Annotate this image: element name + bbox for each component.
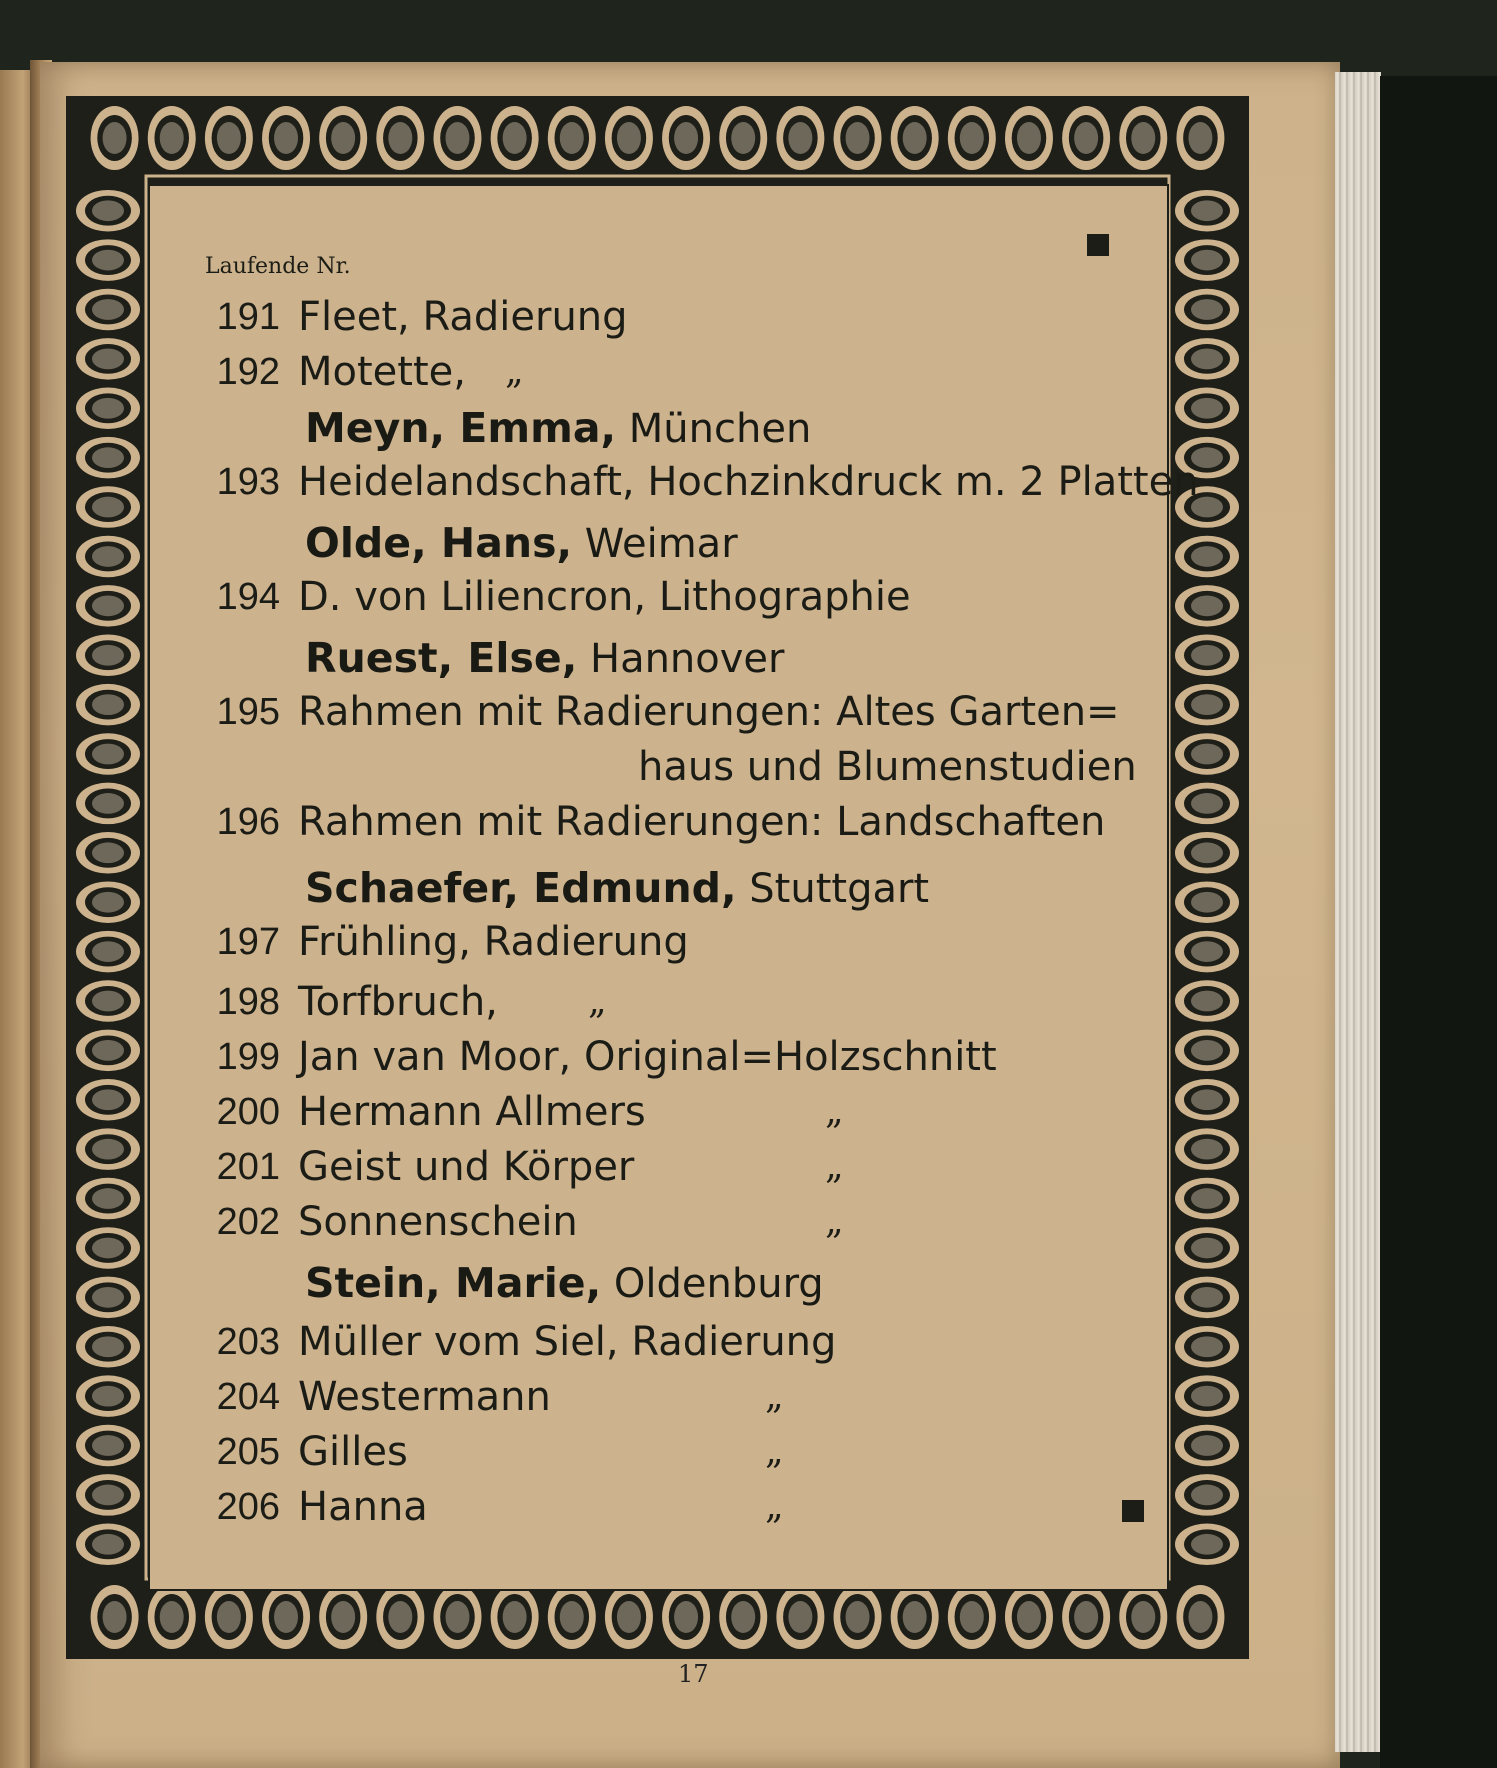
entry-title: Hanna [298, 1484, 428, 1530]
entry-title: Heidelandschaft, Hochzinkdruck m. 2 Platten [298, 459, 1199, 505]
entry-number: 194 [216, 576, 280, 618]
entry-number: 201 [216, 1146, 280, 1188]
entry-title: Westermann [298, 1374, 551, 1420]
entry-title: Hermann Allmers [298, 1089, 646, 1135]
artist-city: Stuttgart [749, 866, 930, 912]
ditto-mark: „ [765, 1486, 784, 1527]
catalog-entry [0, 1085, 1497, 1139]
entry-number: 195 [216, 691, 280, 733]
artist-city: München [628, 406, 812, 452]
catalog-entry [0, 975, 1497, 1029]
artist-name: Meyn, Emma, [305, 404, 617, 452]
entry-number: 198 [216, 981, 280, 1023]
ditto-mark: „ [825, 1091, 844, 1132]
catalog-entry [0, 1030, 1497, 1084]
entry-title: Torfbruch, [298, 979, 498, 1025]
entry-title: haus und Blumenstudien [638, 744, 1137, 790]
artist-heading [305, 515, 738, 571]
artist-heading [305, 630, 784, 686]
ditto-mark: „ [825, 1201, 844, 1242]
entry-number: 199 [216, 1036, 280, 1078]
entry-number: 200 [216, 1091, 280, 1133]
catalog-entry [0, 1315, 1497, 1369]
entry-continuation [0, 740, 1497, 794]
catalog-entry [0, 455, 1497, 509]
catalog-entry [0, 1370, 1497, 1424]
ditto-mark: „ [505, 351, 524, 392]
artist-name: Olde, Hans, [305, 519, 573, 567]
entry-number: 191 [216, 296, 280, 338]
artist-heading [305, 860, 929, 916]
artist-city: Weimar [584, 521, 738, 567]
entry-title: Rahmen mit Radierungen: Landschaften [298, 799, 1106, 845]
entry-number: 193 [216, 461, 280, 503]
entry-number: 206 [216, 1486, 280, 1528]
entry-number: 192 [216, 351, 280, 393]
catalog-entry [0, 685, 1497, 739]
catalog-entry [0, 795, 1497, 849]
catalog-entry [0, 290, 1497, 344]
artist-city: Oldenburg [613, 1261, 824, 1307]
catalog-entry [0, 1480, 1497, 1534]
entry-title: Motette, [298, 349, 466, 395]
ditto-mark: „ [588, 981, 607, 1022]
artist-heading [305, 1255, 824, 1311]
entry-number: 205 [216, 1431, 280, 1473]
artist-name: Ruest, Else, [305, 634, 578, 682]
artist-name: Stein, Marie, [305, 1259, 602, 1307]
ditto-mark: „ [825, 1146, 844, 1187]
entry-number: 202 [216, 1201, 280, 1243]
entry-title: Jan van Moor, Original=Holzschnitt [298, 1034, 997, 1080]
catalog-entry [0, 345, 1497, 399]
entry-title: Gilles [298, 1429, 408, 1475]
artist-city: Hannover [589, 636, 785, 682]
catalog-entry [0, 1195, 1497, 1249]
catalog-entry [0, 1140, 1497, 1194]
ditto-mark: „ [765, 1376, 784, 1417]
entry-title: Rahmen mit Radierungen: Altes Garten= [298, 689, 1120, 735]
catalog-entry [0, 1425, 1497, 1479]
entry-number: 203 [216, 1321, 280, 1363]
page-number: 17 [678, 1660, 709, 1688]
column-heading: Laufende Nr. [205, 254, 351, 279]
catalog-entry [0, 915, 1497, 969]
ditto-mark: „ [765, 1431, 784, 1472]
entry-title: D. von Liliencron, Lithographie [298, 574, 911, 620]
entry-title: Frühling, Radierung [298, 919, 689, 965]
artist-name: Schaefer, Edmund, [305, 864, 737, 912]
entry-number: 196 [216, 801, 280, 843]
artist-heading [305, 400, 811, 456]
entry-number: 204 [216, 1376, 280, 1418]
entry-title: Müller vom Siel, Radierung [298, 1319, 837, 1365]
entry-title: Geist und Körper [298, 1144, 635, 1190]
entry-title: Fleet, Radierung [298, 294, 628, 340]
entry-title: Sonnenschein [298, 1199, 578, 1245]
entry-number: 197 [216, 921, 280, 963]
corner-square-top [1087, 234, 1109, 256]
catalog-entry [0, 570, 1497, 624]
